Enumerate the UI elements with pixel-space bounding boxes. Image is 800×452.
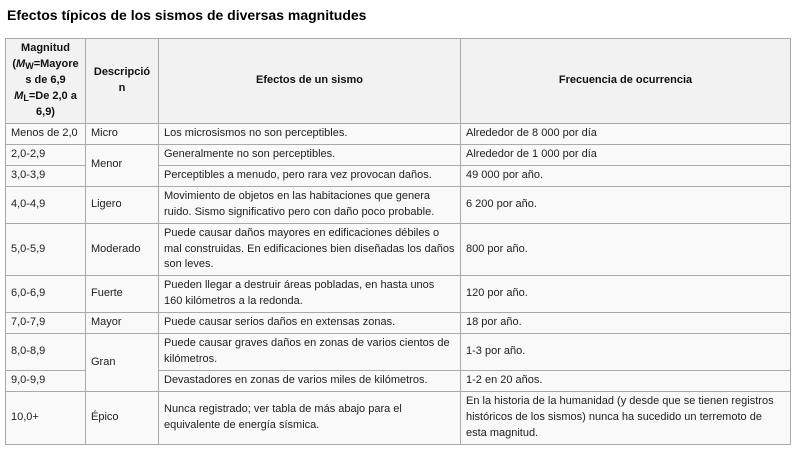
magnitude-cell: 4,0-4,9 [6, 186, 86, 223]
magnitude-cell: 8,0-8,9 [6, 334, 86, 371]
table-row [6, 186, 791, 223]
frequency-cell: 1-2 en 20 años. [461, 371, 791, 392]
frequency-cell: 18 por año. [461, 313, 791, 334]
description-cell: Fuerte [86, 276, 159, 313]
frequency-cell: Alrededor de 8 000 por día [461, 123, 791, 144]
table-row [6, 392, 791, 445]
description-cell: Moderado [86, 223, 159, 276]
effects-cell: Puede causar graves daños en zonas de varios cientos de kilómetros. [159, 334, 461, 371]
effects-cell: Devastadores en zonas de varios miles de kilómetros. [159, 371, 461, 392]
table-row [6, 334, 791, 371]
mw-definition: =Mayores de 6,9 [25, 57, 79, 86]
col-header-description: Descripción [86, 39, 159, 124]
page-title: Efectos típicos de los sismos de diversas magnitudes [7, 7, 367, 23]
effects-cell: Perceptibles a menudo, pero rara vez provocan daños. [159, 165, 461, 186]
magnitude-effects-table [5, 38, 791, 445]
mw-symbol: M [16, 57, 26, 70]
magnitude-cell: 2,0-2,9 [6, 144, 86, 165]
magnitude-cell: 7,0-7,9 [6, 313, 86, 334]
magnitude-cell: Menos de 2,0 [6, 123, 86, 144]
table-row [6, 313, 791, 334]
header-row [6, 39, 791, 124]
ml-symbol: M [14, 89, 24, 102]
magnitude-header-word: Magnitud [21, 42, 70, 54]
table-row [6, 276, 791, 313]
magnitude-cell: 9,0-9,9 [6, 371, 86, 392]
table-row [6, 223, 791, 276]
mw-subscript: W [25, 60, 34, 71]
col-header-magnitude [6, 39, 86, 124]
frequency-cell: Alrededor de 1 000 por día [461, 144, 791, 165]
description-cell: Gran [86, 334, 159, 392]
magnitude-cell: 5,0-5,9 [6, 223, 86, 276]
effects-cell: Generalmente no son perceptibles. [159, 144, 461, 165]
magnitude-header-paren: ( [12, 57, 17, 70]
ml-definition: =De 2,0 a 6,9) [28, 89, 77, 118]
description-cell: Mayor [86, 313, 159, 334]
frequency-cell: 120 por año. [461, 276, 791, 313]
effects-cell: Puede causar serios daños en extensas zonas. [159, 313, 461, 334]
frequency-cell: 800 por año. [461, 223, 791, 276]
effects-cell: Pueden llegar a destruir áreas pobladas, en hasta unos 160 kilómetros a la redonda. [159, 276, 461, 313]
description-cell: Épico [86, 392, 159, 445]
col-header-frequency: Frecuencia de ocurrencia [461, 39, 791, 124]
magnitude-cell: 3,0-3,9 [6, 165, 86, 186]
effects-cell: Movimiento de objetos en las habitaciones que genera ruido. Sismo significativo pero con daño poco probable. [159, 186, 461, 223]
effects-cell: Nunca registrado; ver tabla de más abajo para el equivalente de energía sísmica. [159, 392, 461, 445]
frequency-cell: 1-3 por año. [461, 334, 791, 371]
table-row [6, 123, 791, 144]
table-row [6, 144, 791, 165]
frequency-cell: 49 000 por año. [461, 165, 791, 186]
description-cell: Micro [86, 123, 159, 144]
description-cell: Menor [86, 144, 159, 186]
effects-cell: Los microsismos no son perceptibles. [159, 123, 461, 144]
frequency-cell: 6 200 por año. [461, 186, 791, 223]
frequency-cell: En la historia de la humanidad (y desde que se tienen registros históricos de los sismos) nunca ha sucedido un terremoto de esta magnitud. [461, 392, 791, 445]
description-cell: Ligero [86, 186, 159, 223]
col-header-effects: Efectos de un sismo [159, 39, 461, 124]
magnitude-cell: 6,0-6,9 [6, 276, 86, 313]
effects-cell: Puede causar daños mayores en edificaciones débiles o mal construidas. En edificaciones bien diseñadas los daños son leves. [159, 223, 461, 276]
magnitude-cell: 10,0+ [6, 392, 86, 445]
ml-subscript: L [23, 92, 29, 103]
